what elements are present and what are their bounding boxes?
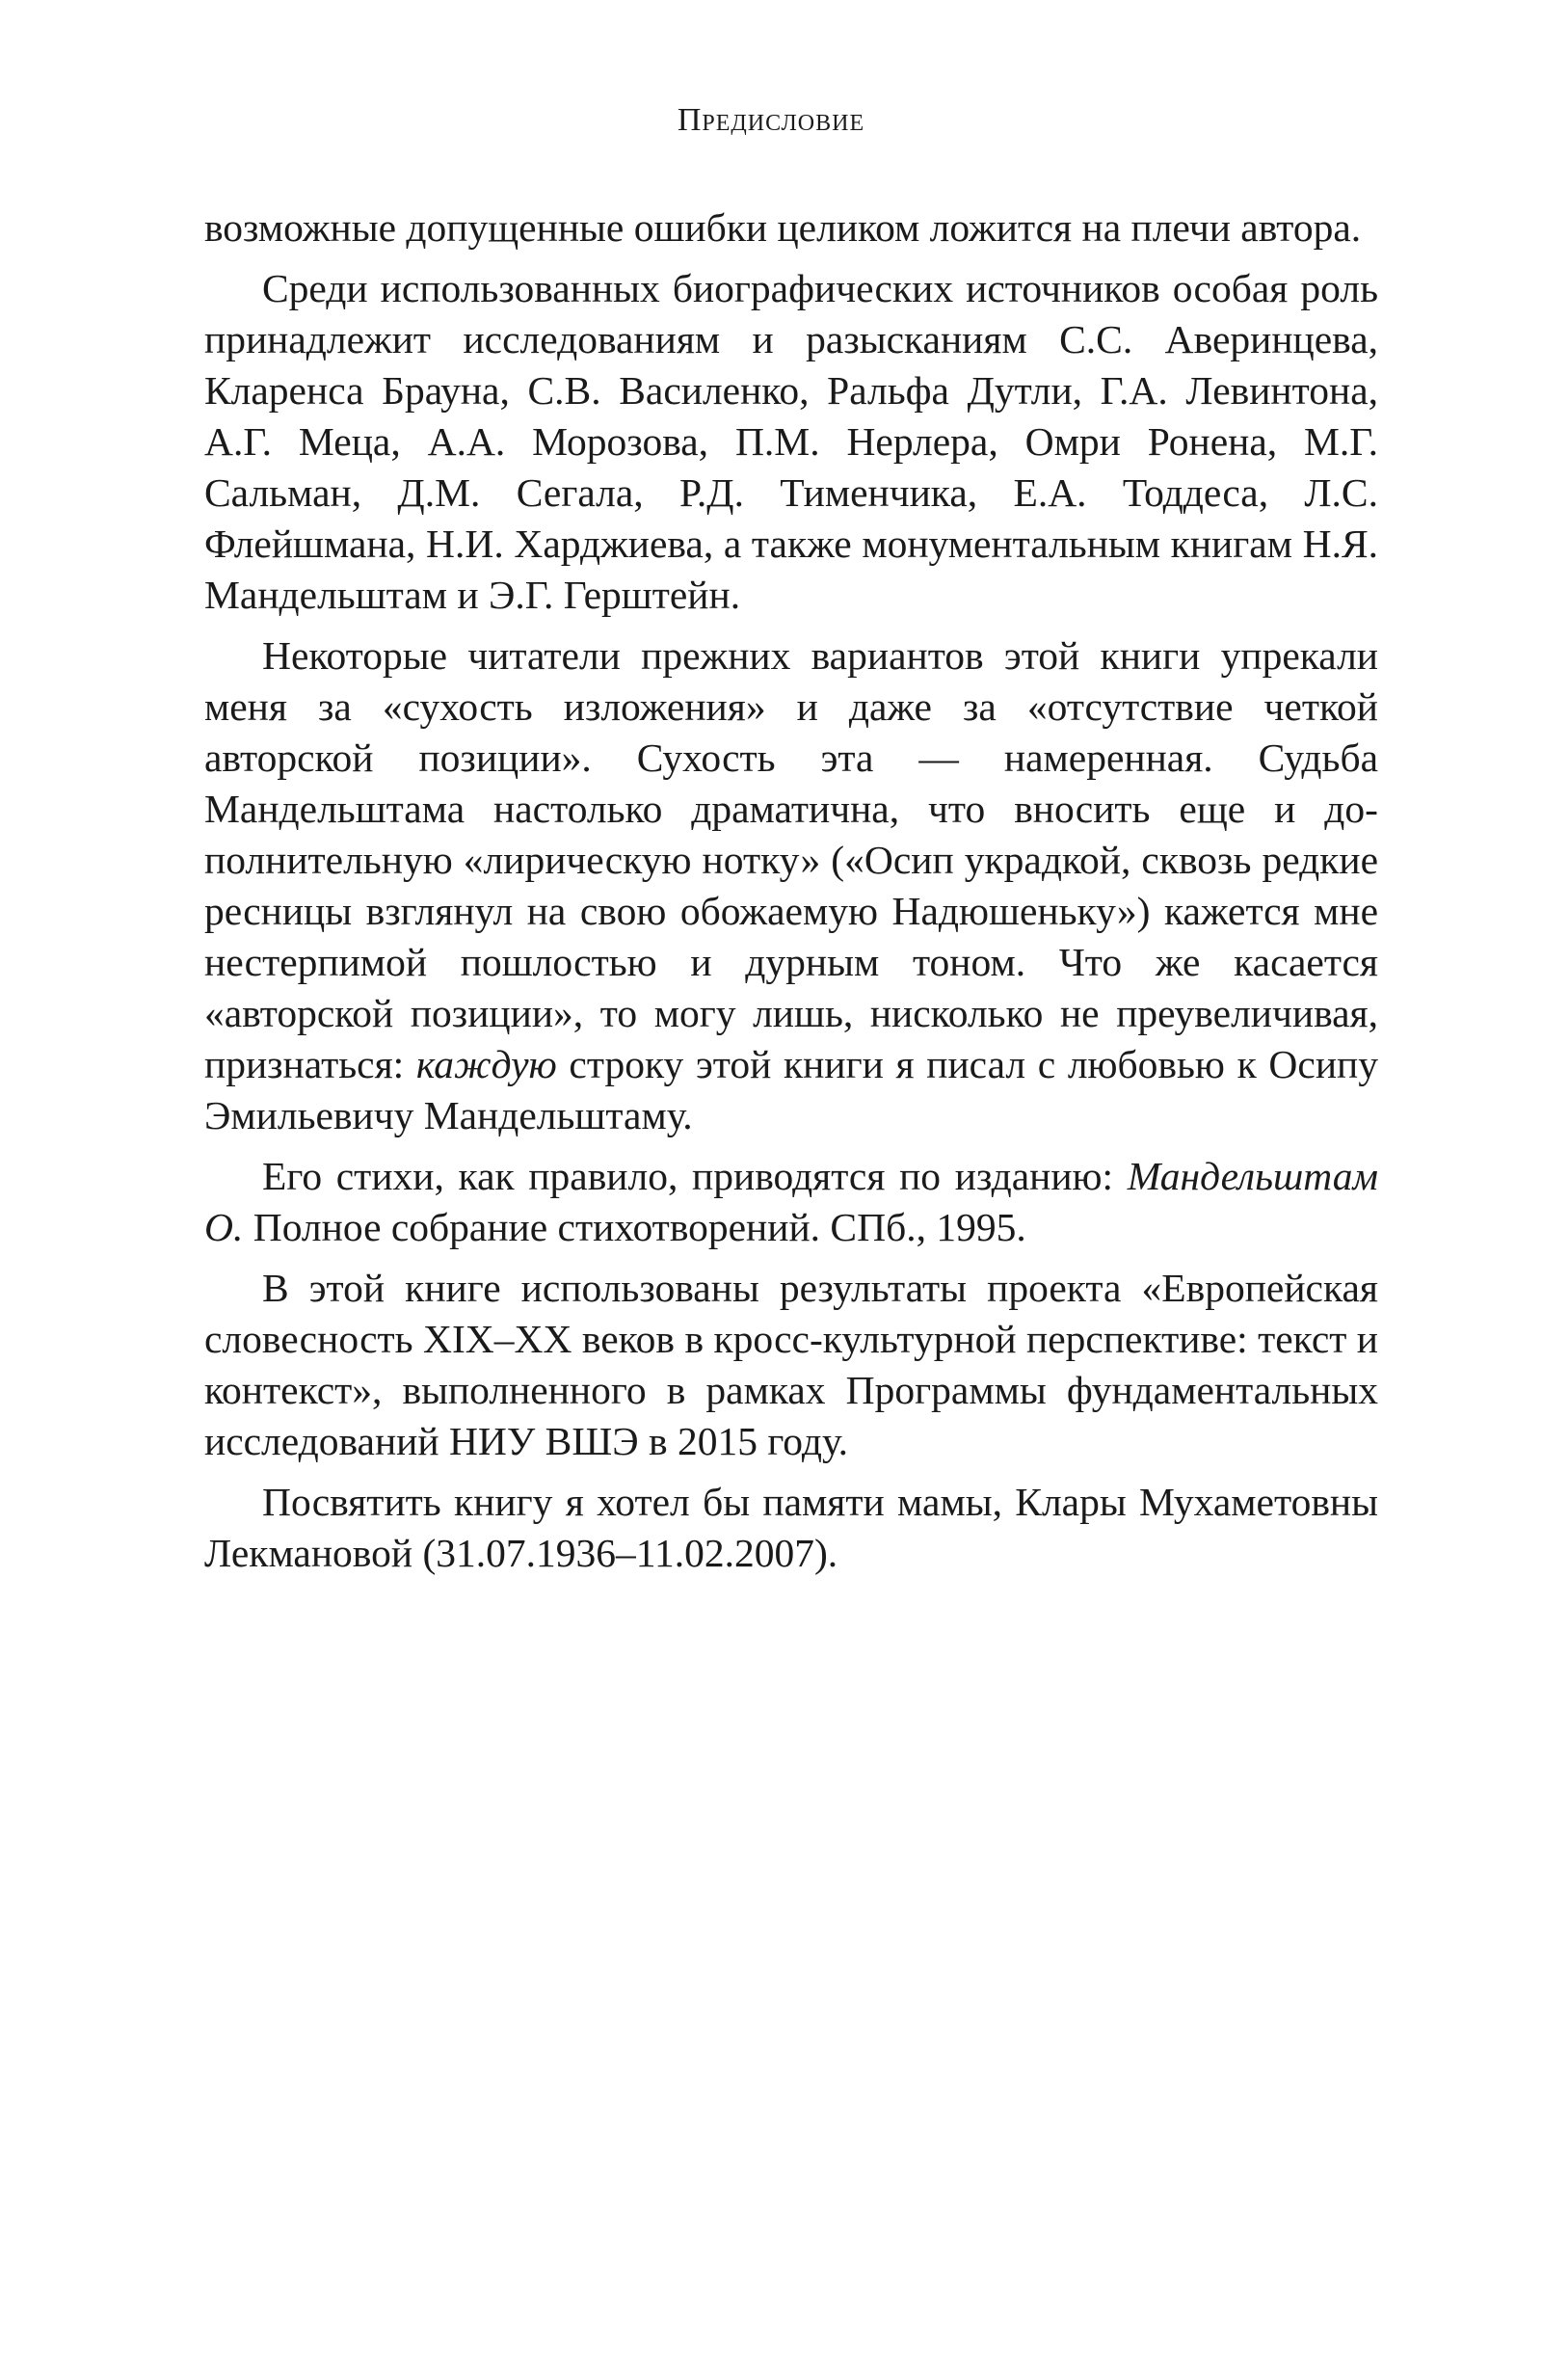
paragraph-edition-text-2: Полное собрание стихотворений. СПб., 1995.	[243, 1205, 1026, 1249]
paragraph-author-position	[204, 630, 1378, 1141]
paragraph-author-position-text-2: строку этой книги я писал с любовью к Осипу Эмильевичу Мандельштаму.	[204, 1042, 1378, 1137]
paragraph-dedication: Посвятить книгу я хотел бы памяти мамы, Клары Мухаметовны Лекмановой (31.07.1936–11.02.2007).	[204, 1480, 1378, 1575]
paragraph-author-position-text-1: Некоторые читатели прежних вариантов этой книги упрекали меня за «сухость изложения» и даже за «отсутствие четкой авторской позиции». Сухость эта — намеренная. Судьба Мандельштама настолько драматична, что вносить еще и дополнительную «лирическую нотку» («Осип украдкой, сквозь редкие ресницы взглянул на свою обожаемую Надюшеньку») кажется мне нестерпимой пошлостью и дурным тоном. Что же касается «авторской позиции», то могу лишь, нисколько не преувеличивая, признаться:	[204, 633, 1378, 1086]
paragraph-author-position-italic: каждую	[415, 1042, 557, 1086]
paragraph-project: В этой книге использованы результаты проекта «Европейская словесность XIX–XX веков в кросс-культурной перспективе: текст и контекст», выполненного в рамках Программы фундаментальных исследований НИУ ВШЭ в 2015 году.	[204, 1266, 1378, 1463]
paragraph-edition-text-1: Его стихи, как правило, приводятся по изданию:	[262, 1154, 1128, 1198]
paragraph-sources: Среди использованных биографических источников особая роль принадлежит исследованиям и разысканиям С.С. Аверинцева, Кларенса Брауна, С.В. Василенко, Ральфа Дутли, Г.А. Левинтона, А.Г. Меца, А.А. Морозова, П.М. Нерлера, Омри Ронена, М.Г. Сальман, Д.М. Сегала, Р.Д. Тименчика, Е.А. Тоддеса, Л.С. Флейшмана, Н.И. Харджиева, а также монументальным книгам Н.Я. Мандельштам и Э.Г. Герштейн.	[204, 266, 1378, 617]
paragraph-continuation: возможные допущенные ошибки целиком ложится на плечи автора.	[204, 205, 1362, 250]
running-header-title: Предисловие	[677, 102, 865, 138]
paragraph-edition	[204, 1151, 1378, 1253]
paragraph-edition-italic: Мандельштам О.	[204, 1154, 1378, 1249]
page-body-text	[204, 202, 1378, 1589]
